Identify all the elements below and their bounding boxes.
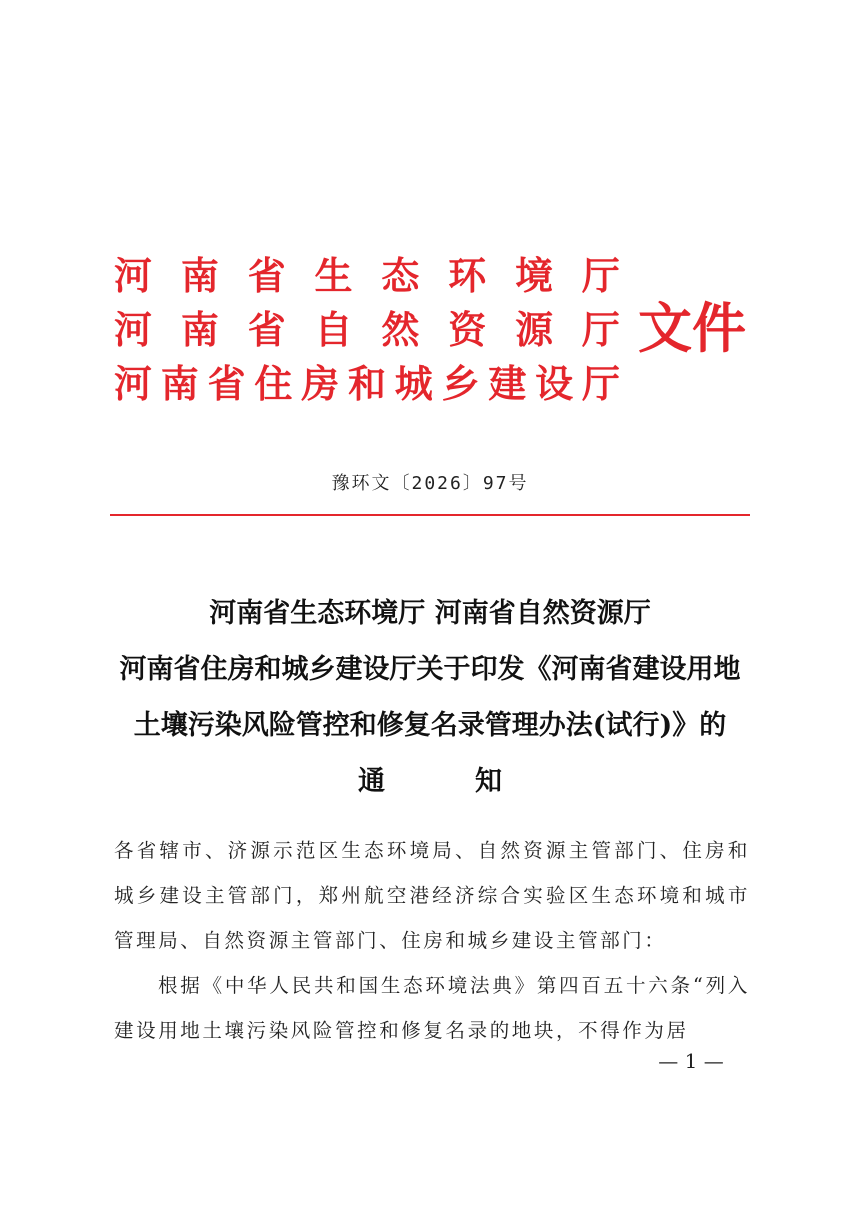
- issuer-natural-resources: 河 南 省 自 然 资 源 厅: [114, 307, 620, 352]
- document-body: [114, 828, 750, 1053]
- issuer-ecology-environment: 河 南 省 生 态 环 境 厅: [114, 253, 620, 298]
- title-notice-line: [100, 754, 760, 810]
- title-line: 河南省生态环境厅 河南省自然资源厅: [209, 598, 651, 629]
- issuing-authorities: [114, 250, 624, 412]
- addressees-paragraph: 各省辖市、济源示范区生态环境局、自然资源主管部门、住房和城乡建设主管部门，郑州航空港经济综合实验区生态环境和城市管理局、自然资源主管部门、住房和城乡建设主管部门：: [114, 839, 750, 952]
- issuer-housing-construction: 河 南 省 住 房 和 城 乡 建 设 厅: [114, 361, 620, 406]
- document-mark: 文件: [638, 296, 746, 360]
- title-line: 河南省住房和城乡建设厅关于印发《河南省建设用地: [119, 654, 741, 685]
- red-separator-line: [110, 514, 750, 516]
- body-paragraph: 根据《中华人民共和国生态环境法典》第四百五十六条“列入建设用地土壤污染风险管控和修复名录的地块，不得作为居: [114, 974, 750, 1042]
- page-number: — 1 —: [658, 1049, 724, 1073]
- title-notice-char: 通: [358, 766, 385, 797]
- document-number: 豫环文〔2026〕97号: [331, 473, 529, 494]
- title-line: 土壤污染风险管控和修复名录管理办法(试行)》的: [133, 710, 727, 741]
- title-notice-char: 知: [475, 766, 502, 797]
- document-title: [100, 586, 760, 810]
